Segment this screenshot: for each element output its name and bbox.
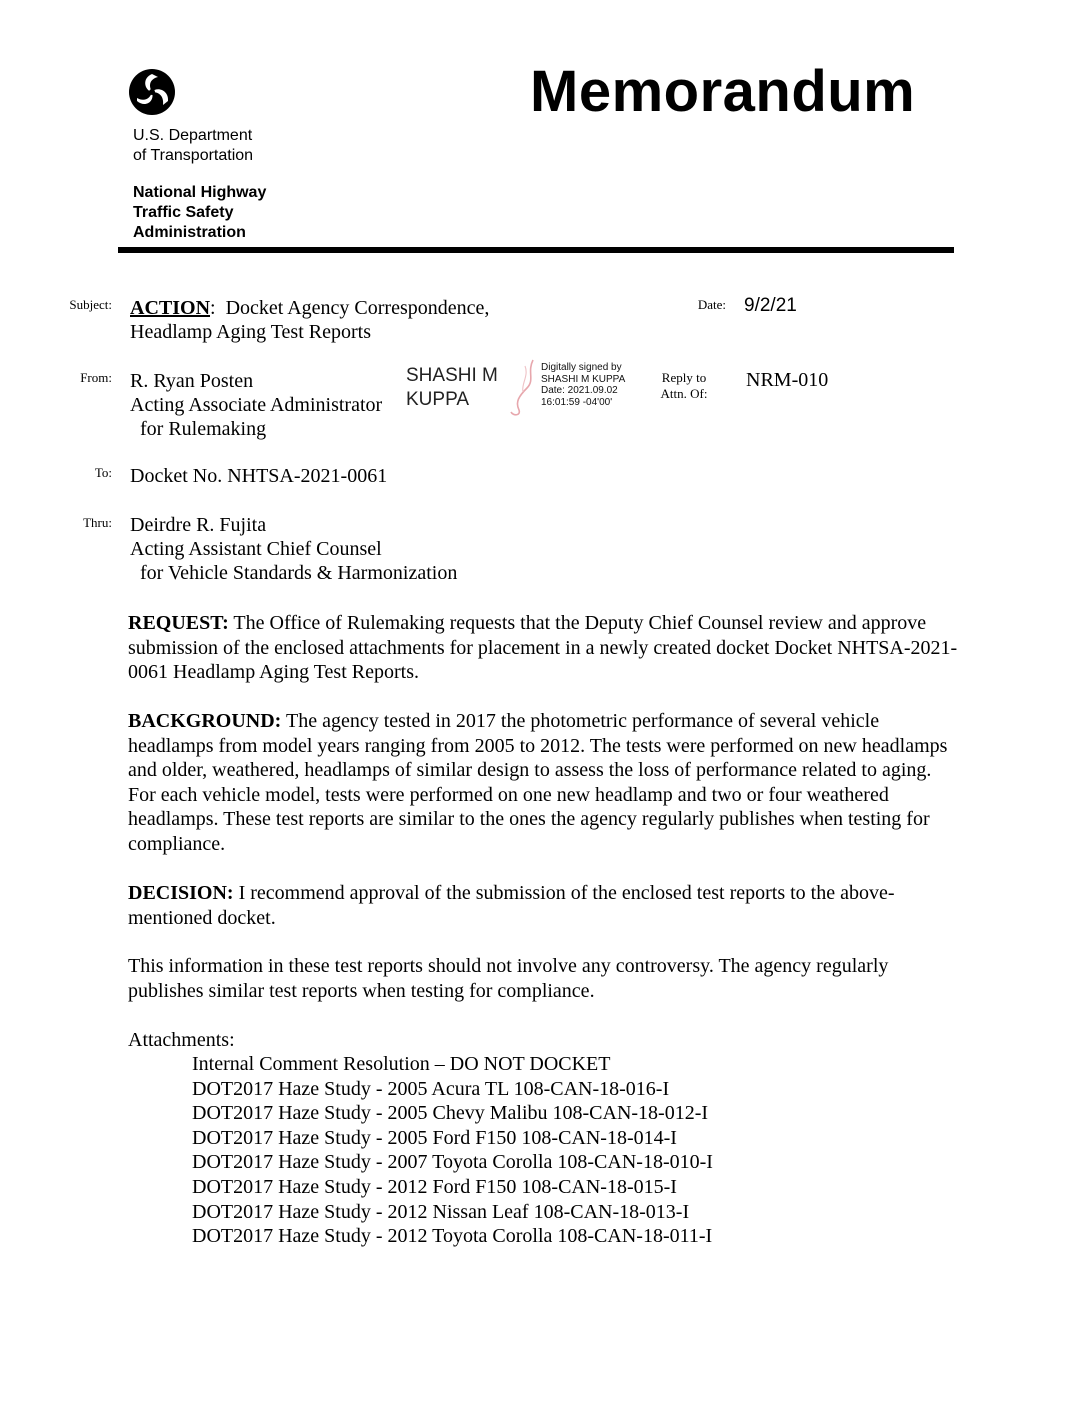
- from-label: From:: [80, 370, 112, 385]
- department-line: U.S. Department: [133, 127, 253, 144]
- signature-meta-line: Digitally signed by: [541, 362, 622, 373]
- department-name: [133, 126, 253, 166]
- attachment-item: DOT2017 Haze Study - 2012 Ford F150 108-CAN-18-015-I: [192, 1175, 677, 1198]
- attachments-heading: Attachments:: [128, 1029, 235, 1051]
- agency-line: National Highway: [133, 184, 267, 201]
- decision-label: DECISION:: [128, 882, 234, 904]
- from-line: R. Ryan Posten: [130, 370, 254, 392]
- signature-name-line: SHASHI M: [406, 365, 498, 386]
- request-label: REQUEST:: [128, 612, 229, 634]
- header-divider: [118, 247, 954, 253]
- attachment-item: DOT2017 Haze Study - 2005 Chevy Malibu 108-CAN-18-012-I: [192, 1102, 709, 1125]
- thru-label: Thru:: [83, 515, 112, 530]
- from-value: [130, 369, 382, 441]
- subject-label: Subject:: [69, 297, 112, 312]
- signature-meta-line: 16:01:59 -04'00': [541, 396, 613, 408]
- date-label: Date:: [697, 297, 726, 312]
- subject-value: [130, 296, 489, 344]
- reply-label-line: Reply to: [661, 370, 707, 385]
- thru-line: for Vehicle Standards & Harmonization: [130, 562, 458, 584]
- background-label: BACKGROUND:: [128, 710, 282, 732]
- attachment-item: DOT2017 Haze Study - 2007 Toyota Corolla 108-CAN-18-010-I: [192, 1151, 713, 1174]
- dot-logo-icon: [128, 68, 176, 116]
- attachment-item: DOT2017 Haze Study - 2005 Ford F150 108-CAN-18-014-I: [192, 1126, 677, 1149]
- reply-label-line: Attn. Of:: [660, 386, 708, 401]
- from-line: for Rulemaking: [130, 418, 267, 440]
- reply-to-label: [640, 370, 728, 402]
- thru-line: Acting Assistant Chief Counsel: [130, 538, 382, 560]
- to-label: To:: [94, 465, 112, 480]
- subject-line2: Headlamp Aging Test Reports: [130, 321, 371, 343]
- signature-meta-line: Date: 2021.09.02: [541, 385, 618, 396]
- request-text: The Office of Rulemaking requests that the Deputy Chief Counsel review and approve submission of the enclosed attachments for placement in a newly created docket Docket NHTSA-2021-0061 Headlamp Aging Test Reports.: [128, 612, 958, 683]
- signature-stroke-icon: [505, 358, 539, 420]
- subject-line1: : Docket Agency Correspondence,: [210, 297, 490, 319]
- reply-to-value: NRM-010: [746, 369, 829, 391]
- agency-name: [133, 183, 266, 243]
- agency-line: Traffic Safety: [133, 204, 234, 221]
- background-text: The agency tested in 2017 the photometric performance of several vehicle headlamps from model years ranging from 2005 to 2012. The tests were performed on new headlamps and older, weathered, headlamps of similar design to assess the loss of performance related to aging. For each vehicle model, tests were performed on one new headlamp and two or four weathered headlamps. These test reports are similar to the ones the agency regularly publishes when testing for compliance.: [128, 710, 948, 855]
- background-paragraph: [128, 709, 958, 856]
- attachment-item: DOT2017 Haze Study - 2012 Nissan Leaf 108-CAN-18-013-I: [192, 1200, 690, 1223]
- agency-line: Administration: [133, 224, 246, 241]
- digital-signature-details: [541, 362, 625, 408]
- department-line: of Transportation: [133, 147, 254, 164]
- decision-paragraph: [128, 881, 958, 930]
- signature-meta-line: SHASHI M KUPPA: [541, 373, 626, 385]
- attachments-list: [192, 1052, 713, 1249]
- decision-text: I recommend approval of the submission of the enclosed test reports to the above-mentioned docket.: [128, 882, 895, 929]
- action-keyword: ACTION: [130, 297, 211, 319]
- info-paragraph: This information in these test reports should not involve any controversy. The agency regularly publishes similar test reports when testing for compliance.: [128, 955, 889, 1002]
- memo-title: Memorandum: [530, 59, 916, 124]
- date-value: 9/2/21: [744, 295, 797, 316]
- attachment-item: DOT2017 Haze Study - 2005 Acura TL 108-CAN-18-016-I: [192, 1077, 670, 1100]
- digital-signature-name: [406, 364, 498, 412]
- attachment-item: DOT2017 Haze Study - 2012 Toyota Corolla 108-CAN-18-011-I: [192, 1225, 713, 1248]
- request-paragraph: [128, 611, 958, 685]
- signature-name-line: KUPPA: [406, 389, 470, 410]
- thru-line: Deirdre R. Fujita: [130, 514, 267, 536]
- from-line: Acting Associate Administrator: [130, 394, 383, 416]
- attachment-item: Internal Comment Resolution – DO NOT DOCKET: [192, 1053, 611, 1075]
- to-value: Docket No. NHTSA-2021-0061: [130, 465, 388, 487]
- thru-value: [130, 513, 457, 585]
